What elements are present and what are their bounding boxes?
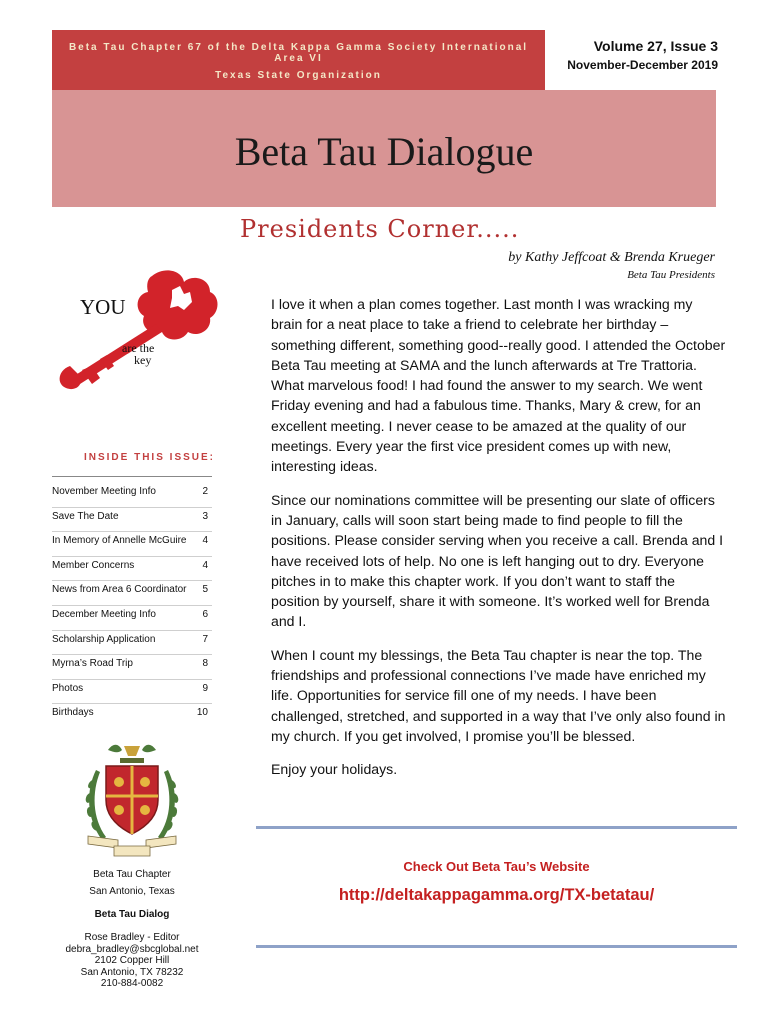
logo-key: key xyxy=(134,353,152,367)
divider xyxy=(256,945,737,948)
toc-item-page: 3 xyxy=(202,510,208,522)
article-paragraph: Enjoy your holidays. xyxy=(271,761,398,778)
toc-item-page: 6 xyxy=(202,608,208,620)
toc-item[interactable] xyxy=(52,581,212,606)
toc-item-page: 8 xyxy=(202,658,208,670)
chapter-name: Beta Tau Chapter xyxy=(93,869,171,880)
header-band xyxy=(52,30,545,90)
divider xyxy=(256,826,737,829)
toc-item-page: 9 xyxy=(202,682,208,694)
editor-name: Rose Bradley - Editor xyxy=(84,932,180,943)
toc-item-title: In Memory of Annelle McGuire xyxy=(52,535,187,547)
society-crest-icon xyxy=(78,740,186,860)
toc-item[interactable] xyxy=(52,631,212,656)
toc-item-title: Member Concerns xyxy=(52,559,135,571)
toc-item-title: December Meeting Info xyxy=(52,608,156,620)
key-logo xyxy=(52,266,228,402)
logo-are-the: are the xyxy=(122,341,155,355)
toc-item-page: 4 xyxy=(202,559,208,571)
article-paragraph: Since our nominations committee will be presenting our slate of officers in January, calls will soon start being made to find people to fill the positions. Please consider serving when you receive a call. Brenda and I have received lots of help. No one is left hanging out to dry. Everyone pitches in to make this chapter work. If you don’t want to staff the position by yourself, share it with someone. It’s worked well for Brenda and I. xyxy=(271,491,724,630)
issue-date: November-December 2019 xyxy=(567,58,718,72)
editor-street: 2102 Copper Hill xyxy=(94,955,170,966)
org-line-1: Beta Tau Chapter 67 of the Delta Kappa Gamma Society International Area VI xyxy=(68,42,529,64)
toc-item[interactable] xyxy=(52,606,212,631)
toc-item-title: Birthdays xyxy=(52,707,94,719)
toc-item-page: 7 xyxy=(202,633,208,645)
toc-item[interactable] xyxy=(52,704,212,728)
dialog-label: Beta Tau Dialog xyxy=(94,909,170,920)
newsletter-title: Beta Tau Dialogue xyxy=(234,129,534,174)
org-line-2: Texas State Organization xyxy=(215,70,382,81)
toc-item-page: 5 xyxy=(202,584,208,596)
toc-item-title: Photos xyxy=(52,682,84,694)
toc-item-page: 2 xyxy=(202,486,208,497)
toc-item[interactable] xyxy=(52,557,212,582)
toc-item[interactable] xyxy=(52,655,212,680)
toc-item[interactable] xyxy=(52,483,212,508)
toc-item-title: News from Area 6 Coordinator xyxy=(52,584,187,596)
byline xyxy=(508,250,715,281)
toc-item[interactable] xyxy=(52,508,212,533)
toc-item[interactable] xyxy=(52,680,212,705)
toc-item-page: 4 xyxy=(202,535,208,547)
table-of-contents xyxy=(52,483,212,728)
toc-item-title: Myrna’s Road Trip xyxy=(52,658,133,670)
key-icon xyxy=(60,270,218,389)
editor-city: San Antonio, TX 78232 xyxy=(80,966,184,978)
inside-issue-title: INSIDE THIS ISSUE: xyxy=(83,452,215,463)
article-paragraph: I love it when a plan comes together. Last month I was wracking my brain for a neat place to take a friend to celebrate her birthday – something different, something good--really good. I attended the October Beta Tau meeting at SAMA and the lunch afterwards at Tre Trattoria. What marvelous food! I had found the answer to my search. We went Friday evening and had a fabulous time. Thanks, Mary & crew, for an excellent meeting. I never cease to be amazed at the quality of our meetings. Every year the first vice president comes up with new, interesting ideas. xyxy=(271,296,726,475)
divider xyxy=(52,476,212,477)
logo-you: YOU xyxy=(80,295,126,319)
editor-email[interactable]: debra_bradley@sbcglobal.net xyxy=(65,943,199,955)
toc-item-title: Scholarship Application xyxy=(52,633,156,645)
article-paragraph: When I count my blessings, the Beta Tau chapter is near the top. The friendships and professional connections I’ve made have enriched my life. Opportunities for service fill one of my needs. I have been challenged, stretched, and supported in a way that I’ve only also found in my church. If you get involved, I promise you’ll be blessed. xyxy=(271,646,726,744)
chapter-info xyxy=(52,866,212,990)
byline-role: Beta Tau Presidents xyxy=(627,269,715,281)
toc-item[interactable] xyxy=(52,532,212,557)
editor-contact xyxy=(52,932,212,990)
title-band xyxy=(52,90,716,207)
toc-item-page: 10 xyxy=(196,707,208,719)
issue-info xyxy=(538,38,718,72)
toc-item-title: Save The Date xyxy=(52,510,119,522)
chapter-location: San Antonio, Texas xyxy=(89,886,175,897)
toc-item-title: November Meeting Info xyxy=(52,486,156,497)
byline-authors: by Kathy Jeffcoat & Brenda Krueger xyxy=(508,250,715,265)
article-body xyxy=(271,294,726,793)
editor-phone: 210-884-0082 xyxy=(100,978,164,989)
article-heading: Presidents Corner..... xyxy=(240,215,520,243)
volume-issue: Volume 27, Issue 3 xyxy=(593,38,718,54)
website-callout: Check Out Beta Tau’s Website xyxy=(403,859,590,874)
website-link[interactable]: http://deltakappagamma.org/TX-betatau/ xyxy=(338,886,655,904)
